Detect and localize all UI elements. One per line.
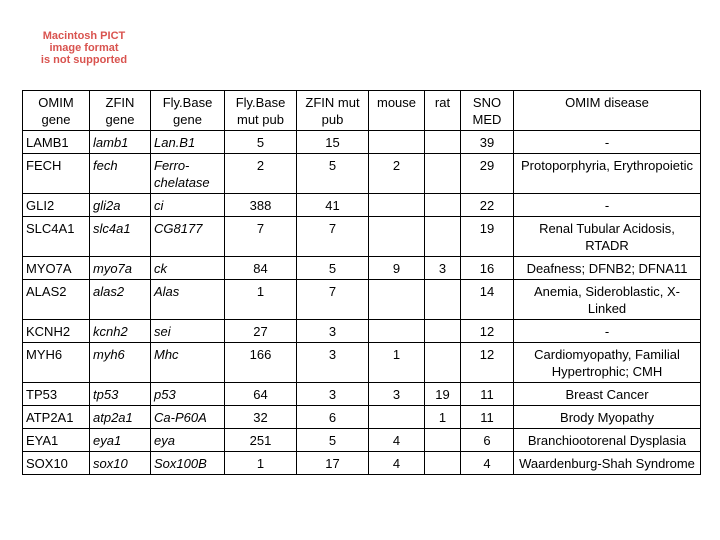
header-zfin-gene: ZFIN gene: [90, 91, 151, 131]
omim-gene-cell: MYO7A: [23, 257, 90, 280]
flybase-mut-pub-cell: 251: [225, 429, 297, 452]
zfin-mut-pub-cell: 5: [297, 257, 369, 280]
zfin-mut-pub-cell: 17: [297, 452, 369, 475]
placeholder-line: image format: [49, 42, 119, 54]
header-rat: rat: [425, 91, 461, 131]
gene-disease-table: [22, 90, 701, 475]
mouse-cell: 1: [369, 343, 425, 383]
zfin-mut-pub-cell: 7: [297, 217, 369, 257]
rat-cell: [425, 452, 461, 475]
omim-gene-cell: LAMB1: [23, 131, 90, 154]
rat-cell: 3: [425, 257, 461, 280]
flybase-gene-cell: Alas: [151, 280, 225, 320]
header-snomed: SNO MED: [461, 91, 514, 131]
table-row: [23, 257, 701, 280]
header-zfin-mut-pub: ZFIN mut pub: [297, 91, 369, 131]
snomed-cell: 29: [461, 154, 514, 194]
zfin-gene-cell: kcnh2: [90, 320, 151, 343]
flybase-mut-pub-cell: 64: [225, 383, 297, 406]
flybase-gene-cell: Lan.B1: [151, 131, 225, 154]
zfin-gene-cell: tp53: [90, 383, 151, 406]
omim-gene-cell: GLI2: [23, 194, 90, 217]
zfin-gene-cell: fech: [90, 154, 151, 194]
zfin-gene-cell: atp2a1: [90, 406, 151, 429]
omim-disease-cell: Deafness; DFNB2; DFNA11: [514, 257, 701, 280]
flybase-mut-pub-cell: 32: [225, 406, 297, 429]
zfin-mut-pub-cell: 5: [297, 154, 369, 194]
zfin-mut-pub-cell: 3: [297, 383, 369, 406]
snomed-cell: 12: [461, 320, 514, 343]
mouse-cell: [369, 320, 425, 343]
omim-gene-cell: KCNH2: [23, 320, 90, 343]
omim-disease-cell: Renal Tubular Acidosis, RTADR: [514, 217, 701, 257]
omim-gene-cell: SOX10: [23, 452, 90, 475]
rat-cell: 19: [425, 383, 461, 406]
omim-gene-cell: ALAS2: [23, 280, 90, 320]
snomed-cell: 12: [461, 343, 514, 383]
table-row: [23, 280, 701, 320]
snomed-cell: 14: [461, 280, 514, 320]
omim-disease-cell: Breast Cancer: [514, 383, 701, 406]
mouse-cell: 4: [369, 429, 425, 452]
table-header-row: [23, 91, 701, 131]
mouse-cell: [369, 406, 425, 429]
table-row: [23, 154, 701, 194]
flybase-mut-pub-cell: 1: [225, 452, 297, 475]
omim-disease-cell: Anemia, Sideroblastic, X-Linked: [514, 280, 701, 320]
zfin-gene-cell: slc4a1: [90, 217, 151, 257]
snomed-cell: 39: [461, 131, 514, 154]
mouse-cell: [369, 217, 425, 257]
zfin-gene-cell: gli2a: [90, 194, 151, 217]
mouse-cell: 4: [369, 452, 425, 475]
flybase-gene-cell: Sox100B: [151, 452, 225, 475]
flybase-gene-cell: Mhc: [151, 343, 225, 383]
table-row: [23, 194, 701, 217]
rat-cell: [425, 429, 461, 452]
mouse-cell: 3: [369, 383, 425, 406]
table-row: [23, 406, 701, 429]
omim-disease-cell: -: [514, 320, 701, 343]
mouse-cell: [369, 194, 425, 217]
header-omim-disease: OMIM disease: [514, 91, 701, 131]
rat-cell: 1: [425, 406, 461, 429]
flybase-gene-cell: CG8177: [151, 217, 225, 257]
flybase-mut-pub-cell: 5: [225, 131, 297, 154]
zfin-mut-pub-cell: 6: [297, 406, 369, 429]
zfin-gene-cell: eya1: [90, 429, 151, 452]
flybase-gene-cell: eya: [151, 429, 225, 452]
placeholder-line: Macintosh PICT: [42, 30, 126, 42]
omim-disease-cell: Branchiootorenal Dysplasia: [514, 429, 701, 452]
zfin-gene-cell: lamb1: [90, 131, 151, 154]
flybase-gene-cell: Ca-P60A: [151, 406, 225, 429]
rat-cell: [425, 131, 461, 154]
zfin-mut-pub-cell: 3: [297, 343, 369, 383]
snomed-cell: 22: [461, 194, 514, 217]
header-flybase-gene: Fly.Base gene: [151, 91, 225, 131]
zfin-gene-cell: myo7a: [90, 257, 151, 280]
table-body: [23, 131, 701, 475]
rat-cell: [425, 343, 461, 383]
zfin-mut-pub-cell: 15: [297, 131, 369, 154]
mouse-cell: [369, 280, 425, 320]
rat-cell: [425, 194, 461, 217]
omim-disease-cell: Protoporphyria, Erythropoietic: [514, 154, 701, 194]
omim-gene-cell: ATP2A1: [23, 406, 90, 429]
table-row: [23, 320, 701, 343]
flybase-gene-cell: ck: [151, 257, 225, 280]
table-row: [23, 452, 701, 475]
mouse-cell: 9: [369, 257, 425, 280]
omim-gene-cell: FECH: [23, 154, 90, 194]
flybase-mut-pub-cell: 1: [225, 280, 297, 320]
snomed-cell: 4: [461, 452, 514, 475]
table-row: [23, 429, 701, 452]
table-row: [23, 343, 701, 383]
omim-gene-cell: TP53: [23, 383, 90, 406]
snomed-cell: 11: [461, 406, 514, 429]
header-omim-gene: OMIM gene: [23, 91, 90, 131]
mouse-cell: [369, 131, 425, 154]
zfin-mut-pub-cell: 3: [297, 320, 369, 343]
snomed-cell: 16: [461, 257, 514, 280]
omim-gene-cell: MYH6: [23, 343, 90, 383]
table-row: [23, 217, 701, 257]
flybase-gene-cell: Ferro-chelatase: [151, 154, 225, 194]
header-mouse: mouse: [369, 91, 425, 131]
rat-cell: [425, 280, 461, 320]
zfin-mut-pub-cell: 41: [297, 194, 369, 217]
flybase-gene-cell: ci: [151, 194, 225, 217]
flybase-mut-pub-cell: 2: [225, 154, 297, 194]
flybase-mut-pub-cell: 388: [225, 194, 297, 217]
zfin-mut-pub-cell: 7: [297, 280, 369, 320]
omim-gene-cell: EYA1: [23, 429, 90, 452]
rat-cell: [425, 320, 461, 343]
flybase-mut-pub-cell: 27: [225, 320, 297, 343]
rat-cell: [425, 217, 461, 257]
flybase-gene-cell: sei: [151, 320, 225, 343]
rat-cell: [425, 154, 461, 194]
mouse-cell: 2: [369, 154, 425, 194]
zfin-gene-cell: alas2: [90, 280, 151, 320]
snomed-cell: 6: [461, 429, 514, 452]
flybase-gene-cell: p53: [151, 383, 225, 406]
flybase-mut-pub-cell: 166: [225, 343, 297, 383]
flybase-mut-pub-cell: 7: [225, 217, 297, 257]
table-row: [23, 383, 701, 406]
flybase-mut-pub-cell: 84: [225, 257, 297, 280]
snomed-cell: 19: [461, 217, 514, 257]
placeholder-line: is not supported: [40, 54, 128, 66]
unsupported-image-placeholder: [28, 30, 140, 66]
header-flybase-mut-pub: Fly.Base mut pub: [225, 91, 297, 131]
zfin-mut-pub-cell: 5: [297, 429, 369, 452]
omim-disease-cell: Waardenburg-Shah Syndrome: [514, 452, 701, 475]
omim-disease-cell: Cardiomyopathy, Familial Hypertrophic; CMH: [514, 343, 701, 383]
omim-gene-cell: SLC4A1: [23, 217, 90, 257]
zfin-gene-cell: myh6: [90, 343, 151, 383]
omim-disease-cell: Brody Myopathy: [514, 406, 701, 429]
omim-disease-cell: -: [514, 131, 701, 154]
zfin-gene-cell: sox10: [90, 452, 151, 475]
table-row: [23, 131, 701, 154]
snomed-cell: 11: [461, 383, 514, 406]
omim-disease-cell: -: [514, 194, 701, 217]
